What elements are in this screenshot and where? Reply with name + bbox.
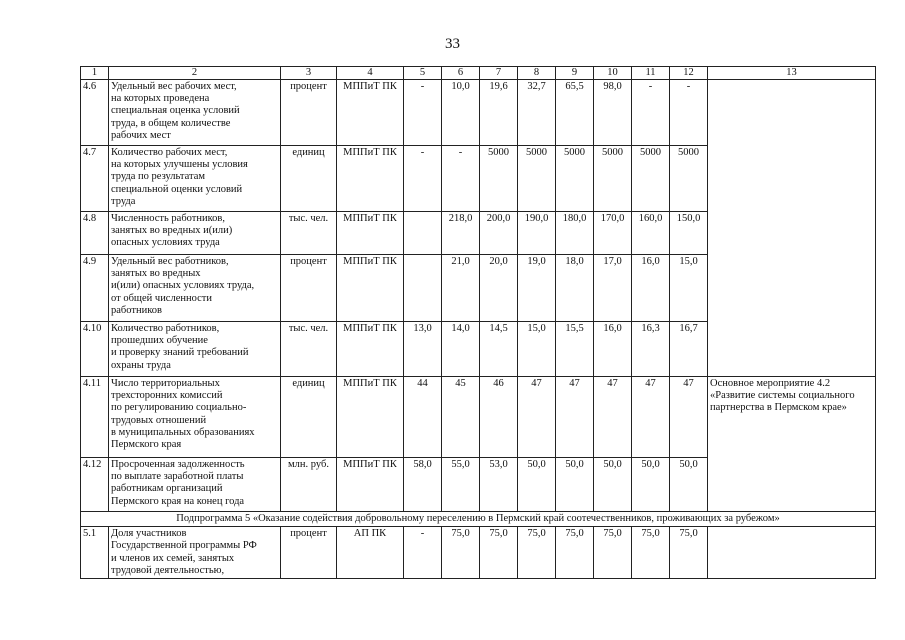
value-cell: 75,0	[480, 527, 518, 579]
value-cell: 5000	[594, 146, 632, 212]
header-cell: 3	[281, 67, 337, 80]
row-number: 4.7	[81, 146, 109, 212]
value-cell: 5000	[632, 146, 670, 212]
value-cell: 180,0	[556, 212, 594, 255]
indicator-name: Удельный вес рабочих мест, на которых проведена специальная оценка условий труда, в общем количестве рабочих мест	[109, 80, 281, 146]
header-cell: 2	[109, 67, 281, 80]
col13-note: Основное мероприятие 4.2 «Развитие системы социального партнерства в Пермском крае»	[708, 377, 876, 512]
value-cell: 15,0	[670, 255, 708, 322]
indicator-name: Число территориальных трехсторонних комиссий по регулированию социально- трудовых отношений в муниципальных образованиях Пермского края	[109, 377, 281, 458]
table-row	[81, 377, 876, 458]
row-number: 4.11	[81, 377, 109, 458]
value-cell: 32,7	[518, 80, 556, 146]
header-cell: 5	[404, 67, 442, 80]
value-cell: 75,0	[556, 527, 594, 579]
unit-cell: млн. руб.	[281, 458, 337, 512]
value-cell: 75,0	[670, 527, 708, 579]
responsible-cell: МППиТ ПК	[337, 322, 404, 377]
header-cell: 6	[442, 67, 480, 80]
indicator-name: Количество работников, прошедших обучение и проверку знаний требований охраны труда	[109, 322, 281, 377]
row-number: 4.8	[81, 212, 109, 255]
col13-empty	[708, 527, 876, 579]
header-cell: 7	[480, 67, 518, 80]
value-cell: 17,0	[594, 255, 632, 322]
value-cell: 5000	[518, 146, 556, 212]
value-cell: 13,0	[404, 322, 442, 377]
value-cell: 16,0	[594, 322, 632, 377]
unit-cell: единиц	[281, 146, 337, 212]
row-number: 4.10	[81, 322, 109, 377]
value-cell: 50,0	[518, 458, 556, 512]
value-cell: 47	[670, 377, 708, 458]
value-cell: 75,0	[518, 527, 556, 579]
unit-cell: процент	[281, 527, 337, 579]
header-cell: 1	[81, 67, 109, 80]
value-cell: 44	[404, 377, 442, 458]
value-cell: -	[404, 527, 442, 579]
header-cell: 12	[670, 67, 708, 80]
header-cell: 8	[518, 67, 556, 80]
header-cell: 9	[556, 67, 594, 80]
row-number: 4.9	[81, 255, 109, 322]
value-cell: 53,0	[480, 458, 518, 512]
value-cell: 160,0	[632, 212, 670, 255]
table-row	[81, 80, 876, 146]
indicators-table	[80, 66, 876, 579]
value-cell	[404, 212, 442, 255]
value-cell: 14,5	[480, 322, 518, 377]
responsible-cell: МППиТ ПК	[337, 255, 404, 322]
value-cell: 47	[556, 377, 594, 458]
value-cell: 200,0	[480, 212, 518, 255]
value-cell: -	[632, 80, 670, 146]
value-cell: 5000	[480, 146, 518, 212]
responsible-cell: АП ПК	[337, 527, 404, 579]
responsible-cell: МППиТ ПК	[337, 377, 404, 458]
value-cell: 75,0	[442, 527, 480, 579]
value-cell: -	[670, 80, 708, 146]
value-cell: 5000	[670, 146, 708, 212]
value-cell: -	[404, 146, 442, 212]
value-cell	[404, 255, 442, 322]
indicator-name: Просроченная задолженность по выплате заработной платы работникам организаций Пермского края на конец года	[109, 458, 281, 512]
value-cell: 16,0	[632, 255, 670, 322]
value-cell: 16,7	[670, 322, 708, 377]
value-cell: -	[404, 80, 442, 146]
unit-cell: процент	[281, 80, 337, 146]
responsible-cell: МППиТ ПК	[337, 146, 404, 212]
indicator-name: Удельный вес работников, занятых во вредных и(или) опасных условиях труда, от общей численности работников	[109, 255, 281, 322]
header-cell: 4	[337, 67, 404, 80]
value-cell: 50,0	[556, 458, 594, 512]
column-number-header-row	[81, 67, 876, 80]
value-cell: 50,0	[594, 458, 632, 512]
value-cell: 50,0	[632, 458, 670, 512]
value-cell: 16,3	[632, 322, 670, 377]
unit-cell: тыс. чел.	[281, 322, 337, 377]
unit-cell: единиц	[281, 377, 337, 458]
value-cell: 21,0	[442, 255, 480, 322]
subprogram-title: Подпрограмма 5 «Оказание содействия добровольному переселению в Пермский край соотечественников, проживающих за рубежом»	[81, 512, 876, 527]
value-cell: 47	[632, 377, 670, 458]
value-cell: 65,5	[556, 80, 594, 146]
responsible-cell: МППиТ ПК	[337, 80, 404, 146]
value-cell: 218,0	[442, 212, 480, 255]
col13-empty	[708, 80, 876, 377]
value-cell: 14,0	[442, 322, 480, 377]
indicator-name: Количество рабочих мест, на которых улучшены условия труда по результатам специальной оценки условий труда	[109, 146, 281, 212]
value-cell: 45	[442, 377, 480, 458]
value-cell: 5000	[556, 146, 594, 212]
value-cell: 75,0	[594, 527, 632, 579]
value-cell: 55,0	[442, 458, 480, 512]
value-cell: 50,0	[670, 458, 708, 512]
value-cell: 15,5	[556, 322, 594, 377]
unit-cell: процент	[281, 255, 337, 322]
value-cell: 170,0	[594, 212, 632, 255]
unit-cell: тыс. чел.	[281, 212, 337, 255]
subprogram-row	[81, 512, 876, 527]
value-cell: 15,0	[518, 322, 556, 377]
value-cell: 20,0	[480, 255, 518, 322]
value-cell: 18,0	[556, 255, 594, 322]
value-cell: 47	[518, 377, 556, 458]
row-number: 4.12	[81, 458, 109, 512]
value-cell: 58,0	[404, 458, 442, 512]
indicator-name: Доля участников Государственной программы РФ и членов их семей, занятых трудовой деятельностью,	[109, 527, 281, 579]
value-cell: 75,0	[632, 527, 670, 579]
responsible-cell: МППиТ ПК	[337, 212, 404, 255]
header-cell: 10	[594, 67, 632, 80]
responsible-cell: МППиТ ПК	[337, 458, 404, 512]
indicator-name: Численность работников, занятых во вредных и(или) опасных условиях труда	[109, 212, 281, 255]
value-cell: 190,0	[518, 212, 556, 255]
header-cell: 11	[632, 67, 670, 80]
row-number: 5.1	[81, 527, 109, 579]
value-cell: 150,0	[670, 212, 708, 255]
value-cell: -	[442, 146, 480, 212]
value-cell: 10,0	[442, 80, 480, 146]
value-cell: 46	[480, 377, 518, 458]
value-cell: 19,0	[518, 255, 556, 322]
value-cell: 19,6	[480, 80, 518, 146]
page-number: 33	[445, 36, 460, 52]
header-cell: 13	[708, 67, 876, 80]
table-row	[81, 527, 876, 579]
value-cell: 98,0	[594, 80, 632, 146]
row-number: 4.6	[81, 80, 109, 146]
value-cell: 47	[594, 377, 632, 458]
